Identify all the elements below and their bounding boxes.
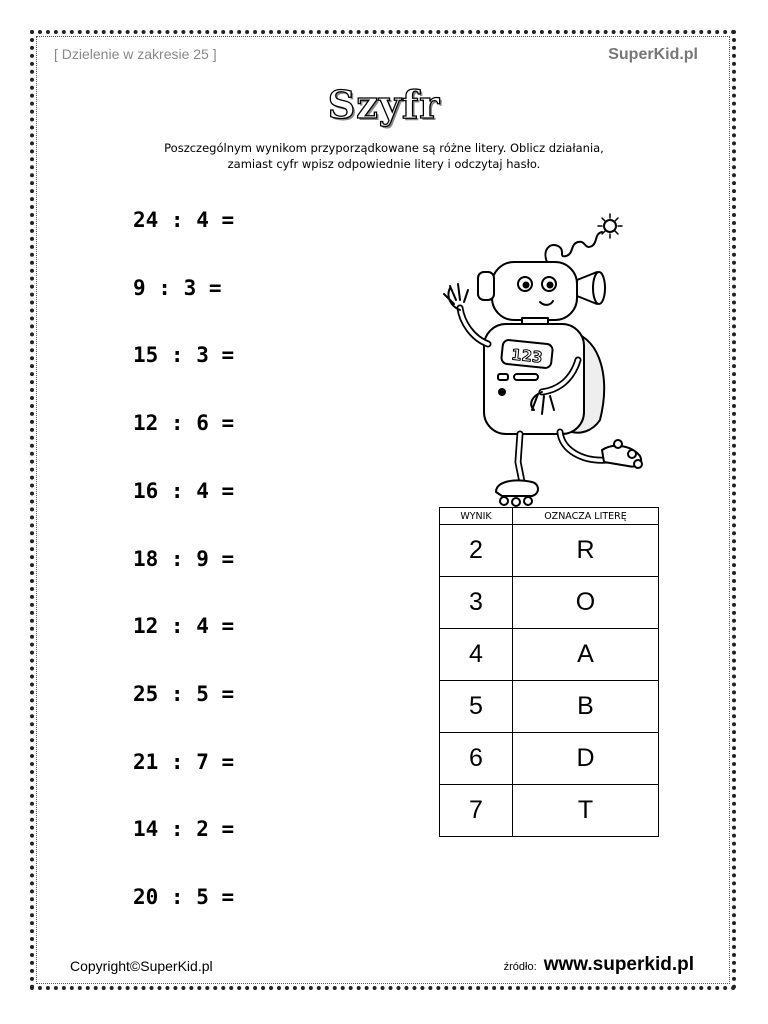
robot-display-text: 123 [510, 345, 544, 367]
instructions-line-2: zamiast cyfr wpisz odpowiednie litery i odczytaj hasło. [227, 157, 541, 171]
instructions-line-1: Poszczególnym wynikom przyporządkowane są różne litery. Oblicz działania, [164, 141, 604, 155]
source-credit [504, 954, 694, 976]
equation: 24 : 4 = [133, 208, 235, 232]
table-row [440, 785, 659, 837]
equation: 14 : 2 = [133, 817, 235, 841]
letter-cell: B [513, 681, 659, 733]
header-letter: OZNACZA LITERĘ [513, 508, 659, 525]
table-row [440, 629, 659, 681]
page-title: Szyfr [327, 82, 441, 127]
cipher-header-row [440, 508, 659, 525]
result-cell: 4 [440, 629, 513, 681]
letter-cell: A [513, 629, 659, 681]
equation: 25 : 5 = [133, 682, 235, 706]
header-result: WYNIK [440, 508, 513, 525]
instructions [100, 140, 668, 172]
topic-label: [ Dzielenie w zakresie 25 ] [54, 46, 217, 62]
result-cell: 7 [440, 785, 513, 837]
equation: 12 : 6 = [133, 411, 235, 435]
robot-illustration [432, 210, 657, 510]
cipher-table [439, 507, 659, 837]
table-row [440, 525, 659, 577]
table-row [440, 733, 659, 785]
copyright-text: Copyright©SuperKid.pl [70, 958, 213, 974]
table-row [440, 681, 659, 733]
result-cell: 2 [440, 525, 513, 577]
letter-cell: O [513, 577, 659, 629]
equation: 18 : 9 = [133, 547, 235, 571]
letter-cell: R [513, 525, 659, 577]
table-row [440, 577, 659, 629]
source-link[interactable]: www.superkid.pl [543, 954, 694, 975]
letter-cell: D [513, 733, 659, 785]
equation: 15 : 3 = [133, 343, 235, 367]
source-label: źródło: [503, 961, 537, 973]
equation: 9 : 3 = [133, 276, 222, 300]
result-cell: 3 [440, 577, 513, 629]
equation: 21 : 7 = [133, 750, 235, 774]
equation: 16 : 4 = [133, 479, 235, 503]
equation: 20 : 5 = [133, 885, 235, 909]
brand-label: SuperKid.pl [608, 46, 698, 63]
letter-cell: T [513, 785, 659, 837]
result-cell: 6 [440, 733, 513, 785]
result-cell: 5 [440, 681, 513, 733]
equation: 12 : 4 = [133, 614, 235, 638]
